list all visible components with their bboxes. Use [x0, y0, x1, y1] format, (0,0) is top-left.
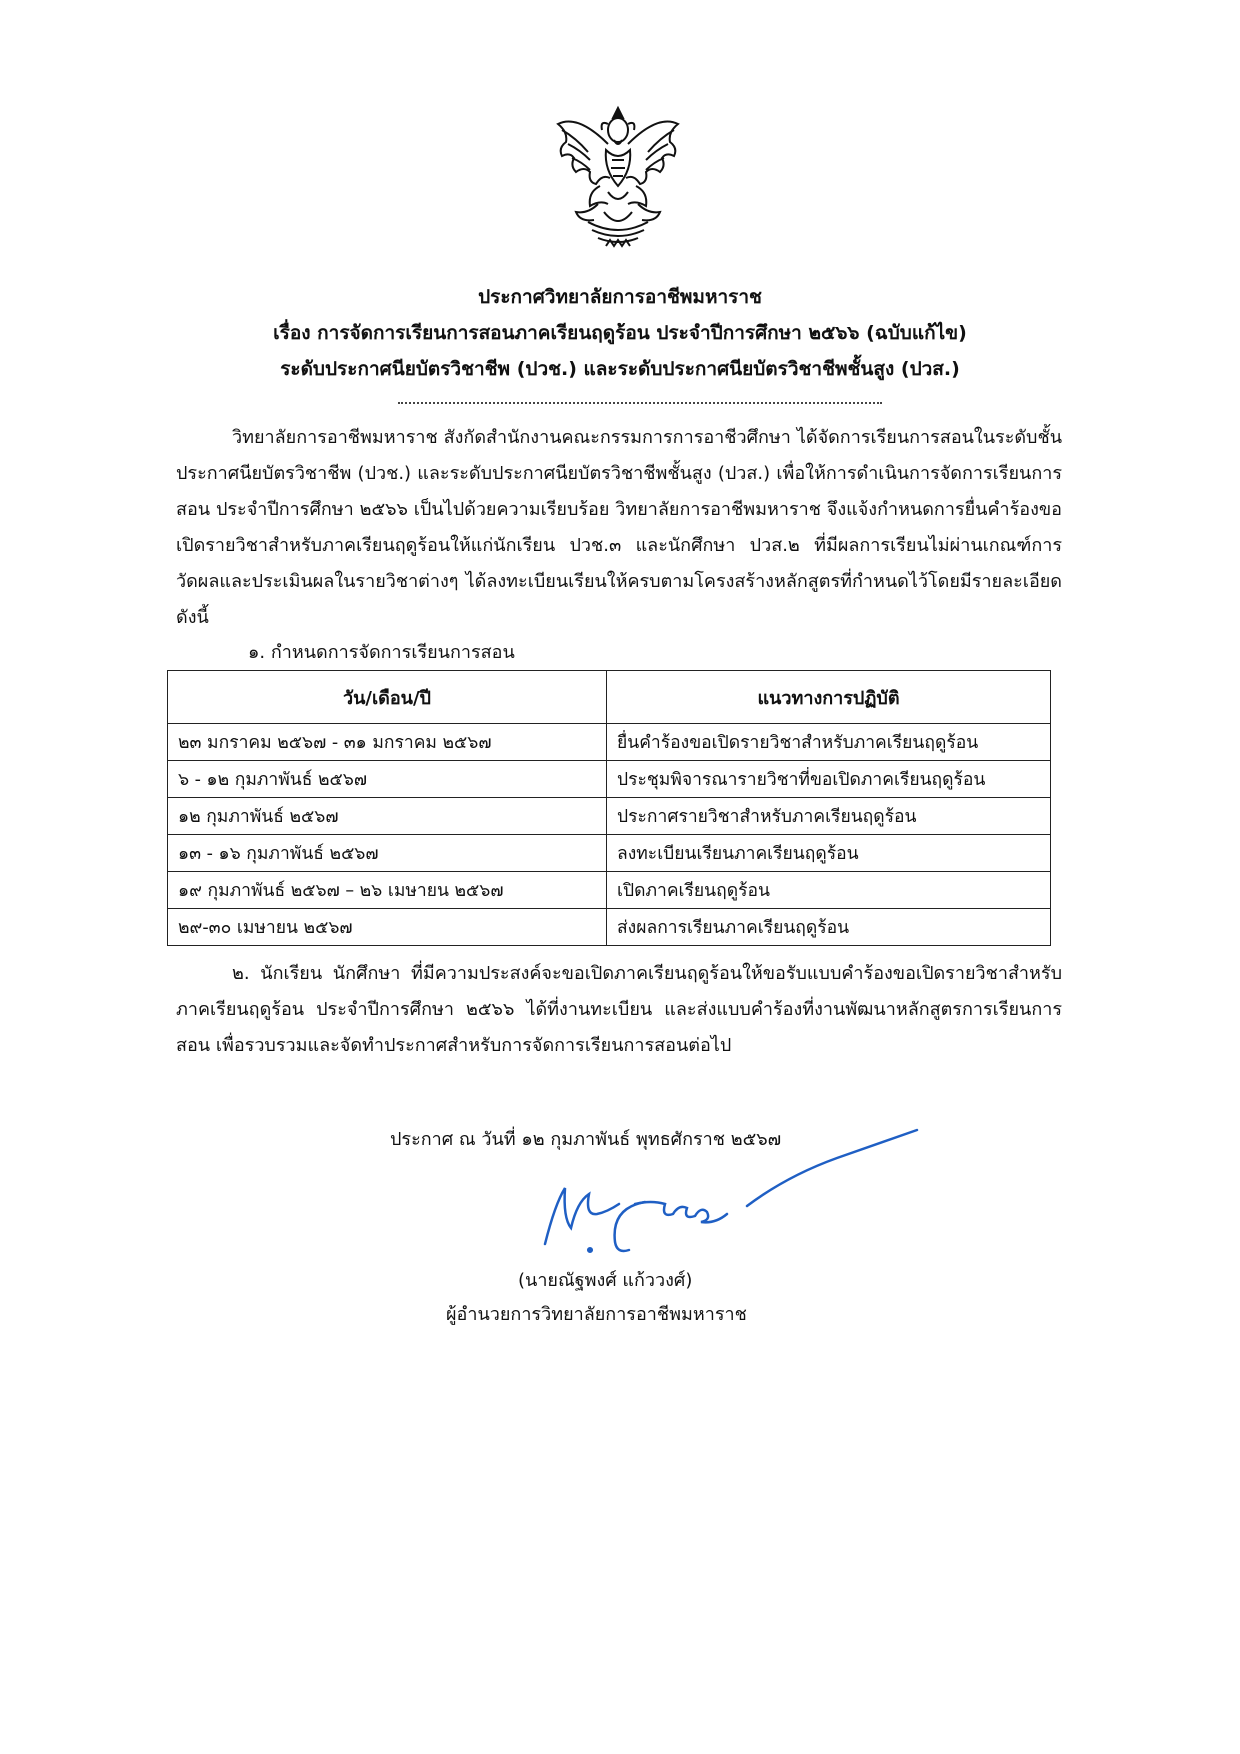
column-header-date: วัน/เดือน/ปี [168, 671, 607, 724]
announcement-title: ประกาศวิทยาลัยการอาชีพมหาราช [478, 286, 762, 308]
announcement-subject: เรื่อง การจัดการเรียนการสอนภาคเรียนฤดูร้อน ประจำปีการศึกษา ๒๕๖๖ (ฉบับแก้ไข) [273, 322, 967, 344]
signer-name: (นายณัฐพงศ์ แก้ววงศ์) [518, 1270, 693, 1291]
dotted-divider [398, 396, 882, 404]
schedule-date-cell: ๑๓ - ๑๖ กุมภาพันธ์ ๒๕๖๗ [168, 835, 607, 872]
table-row [168, 909, 1051, 946]
table-row [168, 798, 1051, 835]
schedule-date-cell: ๖ - ๑๒ กุมภาพันธ์ ๒๕๖๗ [168, 761, 607, 798]
signature-icon [535, 1118, 935, 1258]
table-row [168, 724, 1051, 761]
schedule-date-cell: ๑๙ กุมภาพันธ์ ๒๕๖๗ – ๒๖ เมษายน ๒๕๖๗ [168, 872, 607, 909]
schedule-table [167, 670, 1051, 946]
announcement-level: ระดับประกาศนียบัตรวิชาชีพ (ปวช.) และระดับประกาศนียบัตรวิชาชีพชั้นสูง (ปวส.) [280, 358, 960, 380]
column-header-action: แนวทางการปฏิบัติ [607, 671, 1051, 724]
instructions-paragraph-text: ๒. นักเรียน นักศึกษา ที่มีความประสงค์จะขอเปิดภาคเรียนฤดูร้อนให้ขอรับแบบคำร้องขอเปิดรายวิชาสำหรับภาคเรียนฤดูร้อน ประจำปีการศึกษา ๒๕๖๖ ได้ที่งานทะเบียน และส่งแบบคำร้องที่งานพัฒนาหลักสูตรการเรียนการสอน เพื่อรวบรวมและจัดทำประกาศสำหรับการจัดการเรียนการสอนต่อไป [176, 963, 1062, 1056]
schedule-action-cell: ลงทะเบียนเรียนภาคเรียนฤดูร้อน [607, 835, 1051, 872]
table-header-row [168, 671, 1051, 724]
table-row [168, 835, 1051, 872]
schedule-action-cell: เปิดภาคเรียนฤดูร้อน [607, 872, 1051, 909]
table-row [168, 761, 1051, 798]
schedule-date-cell: ๒๓ มกราคม ๒๕๖๗ - ๓๑ มกราคม ๒๕๖๗ [168, 724, 607, 761]
schedule-heading: ๑. กำหนดการจัดการเรียนการสอน [248, 642, 515, 663]
schedule-date-cell: ๑๒ กุมภาพันธ์ ๒๕๖๗ [168, 798, 607, 835]
schedule-action-cell: ส่งผลการเรียนภาคเรียนฤดูร้อน [607, 909, 1051, 946]
announcement-date: ประกาศ ณ วันที่ ๑๒ กุมภาพันธ์ พุทธศักราช ๒๕๖๗ [390, 1129, 782, 1150]
table-row [168, 872, 1051, 909]
schedule-date-cell: ๒๙-๓๐ เมษายน ๒๕๖๗ [168, 909, 607, 946]
garuda-emblem-icon [548, 100, 688, 252]
signer-title: ผู้อำนวยการวิทยาลัยการอาชีพมหาราช [446, 1304, 747, 1325]
intro-paragraph [176, 420, 1062, 636]
schedule-action-cell: ประชุมพิจารณารายวิชาที่ขอเปิดภาคเรียนฤดูร้อน [607, 761, 1051, 798]
schedule-action-cell: ยื่นคำร้องขอเปิดรายวิชาสำหรับภาคเรียนฤดูร้อน [607, 724, 1051, 761]
instructions-paragraph [176, 956, 1062, 1064]
intro-paragraph-text: วิทยาลัยการอาชีพมหาราช สังกัดสำนักงานคณะกรรมการการอาชีวศึกษา ได้จัดการเรียนการสอนในระดับชั้นประกาศนียบัตรวิชาชีพ (ปวช.) และระดับประกาศนียบัตรวิชาชีพชั้นสูง (ปวส.) เพื่อให้การดำเนินการจัดการเรียนการสอน ประจำปีการศึกษา ๒๕๖๖ เป็นไปด้วยความเรียบร้อย วิทยาลัยการอาชีพมหาราช จึงแจ้งกำหนดการยื่นคำร้องขอเปิดรายวิชาสำหรับภาคเรียนฤดูร้อนให้แก่นักเรียน ปวช.๓ และนักศึกษา ปวส.๒ ที่มีผลการเรียนไม่ผ่านเกณฑ์การวัดผลและประเมินผลในรายวิชาต่างๆ ได้ลงทะเบียนเรียนให้ครบตามโครงสร้างหลักสูตรที่กำหนดไว้โดยมีรายละเอียด ดังนี้ [176, 427, 1062, 628]
schedule-action-cell: ประกาศรายวิชาสำหรับภาคเรียนฤดูร้อน [607, 798, 1051, 835]
